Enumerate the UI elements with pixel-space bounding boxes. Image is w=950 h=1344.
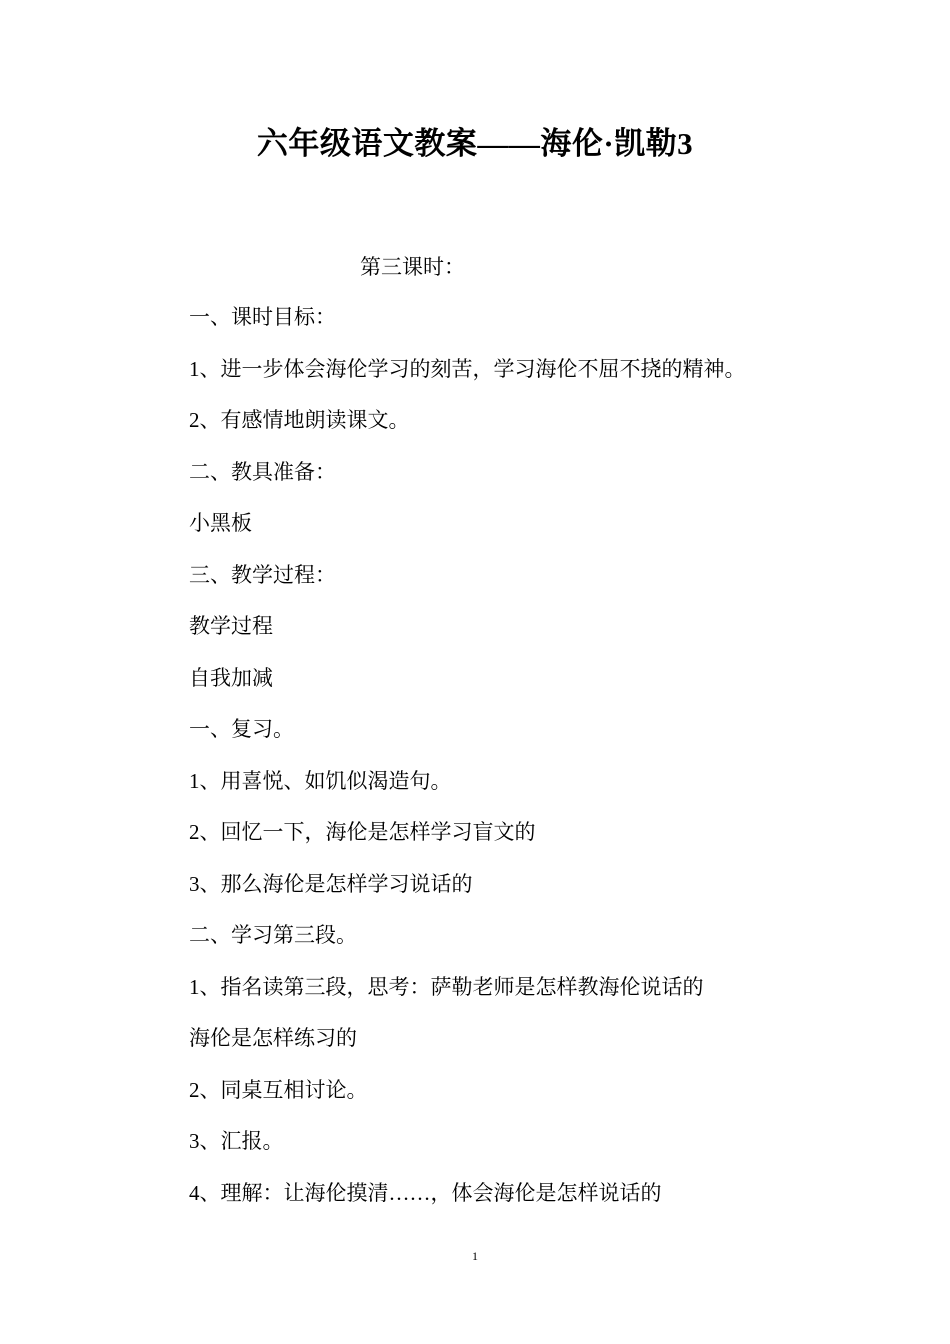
- body-line: 2、同桌互相讨论。: [189, 1077, 368, 1102]
- body-line: 二、学习第三段。: [189, 923, 357, 947]
- body-line: 1、进一步体会海伦学习的刻苦，学习海伦不屈不挠的精神。: [189, 356, 746, 381]
- body-line: 一、课时目标：: [189, 305, 336, 329]
- body-line: 小黑板: [189, 511, 252, 535]
- lesson-period-heading: 第三课时：: [360, 255, 465, 279]
- body-line: 自我加减: [189, 665, 273, 690]
- body-line: 2、回忆一下，海伦是怎样学习盲文的: [189, 820, 536, 844]
- body-line: 3、那么海伦是怎样学习说话的: [189, 871, 473, 896]
- document-body: [189, 302, 889, 1229]
- body-line: 4、理解：让海伦摸清……，体会海伦是怎样说话的: [189, 1180, 662, 1205]
- body-line: 二、教具准备：: [189, 459, 336, 484]
- body-line: 三、教学过程：: [189, 562, 336, 587]
- body-line: 2、有感情地朗读课文。: [189, 408, 410, 432]
- body-line: 3、汇报。: [189, 1129, 284, 1153]
- page-number: 1: [472, 1249, 478, 1263]
- body-line: 1、用喜悦、如饥似渴造句。: [189, 768, 452, 793]
- body-line: 1、指名读第三段，思考：萨勒老师是怎样教海伦说话的: [189, 974, 704, 999]
- body-line: 教学过程: [189, 614, 273, 638]
- document-title: 六年级语文教案——海伦·凯勒3: [256, 126, 694, 161]
- body-line: 一、复习。: [189, 717, 294, 741]
- body-line: 海伦是怎样练习的: [189, 1026, 357, 1050]
